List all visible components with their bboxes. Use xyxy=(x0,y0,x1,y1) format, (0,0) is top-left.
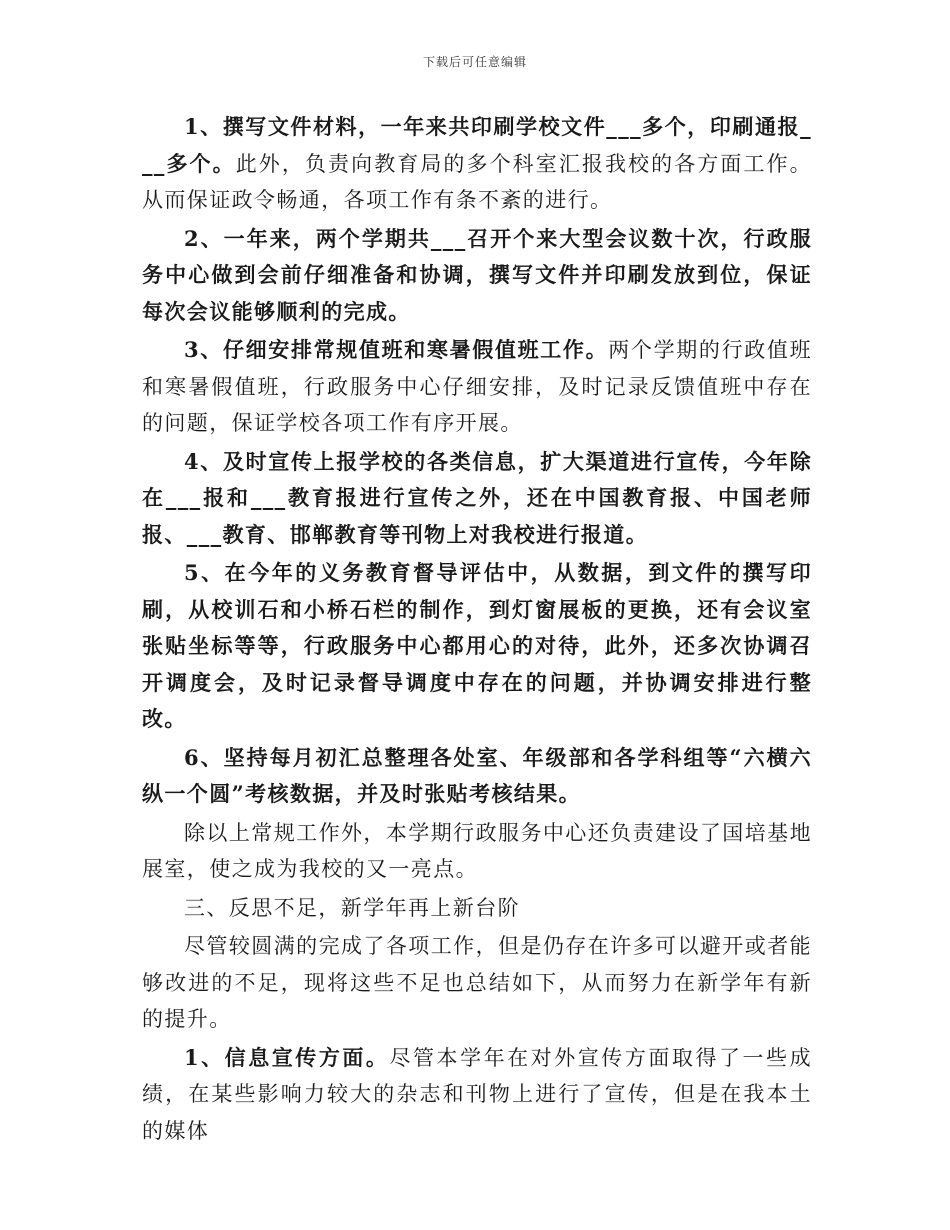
paragraph-4-bold: 4、及时宣传上报学校的各类信息，扩大渠道进行宣传，今年除在___报和___教育报进行宣传之外，还在中国教育报、中国老师报、___教育、邯郸教育等刊物上对我校进行报道。 xyxy=(142,448,812,547)
paragraph-3-bold: 3、仔细安排常规值班和寒暑假值班工作。 xyxy=(184,337,609,362)
paragraph-10-text: 尽管本学年在对外宣传方面取得了一些成绩，在某些影响力较大的杂志和刊物上进行了宣传，但是在我本土的媒体 xyxy=(142,1045,812,1143)
paragraph-5 xyxy=(142,555,812,738)
page-header: 下载后可任意编辑 xyxy=(422,55,527,69)
paragraph-1-bold: 1、撰写文件材料，一年来共印刷学校文件___多个，印刷通报___多个。 xyxy=(142,114,812,176)
paragraph-1-text: 此外，负责向教育局的多个科室汇报我校的各方面工作。从而保证政令畅通，各项工作有条不紊的进行。 xyxy=(142,151,813,212)
paragraph-6 xyxy=(142,740,812,813)
paragraph-5-bold: 5、在今年的义务教育督导评估中，从数据，到文件的撰写印刷，从校训石和小桥石栏的制作，到灯窗展板的更换，还有会议室张贴坐标等等，行政服务中心都用心的对待，此外，还多次协调召开调度会，及时记录督导调度中存在的问题，并协调安排进行整改。 xyxy=(142,560,812,731)
paragraph-6-bold: 6、坚持每月初汇总整理各处室、年级部和各学科组等“六横六纵一个圆”考核数据，并及时张贴考核结果。 xyxy=(142,744,812,806)
paragraph-7-text: 除以上常规工作外，本学期行政服务中心还负责建设了国培基地展室，使之成为我校的又一亮点。 xyxy=(142,820,812,881)
paragraph-9 xyxy=(142,928,812,1038)
paragraph-3 xyxy=(142,332,812,442)
paragraph-10-bold: 1、信息宣传方面。 xyxy=(184,1044,390,1070)
paragraph-3-text: 两个学期的行政值班和寒暑假值班，行政服务中心仔细安排，及时记录反馈值班中存在的问题，保证学校各项工作有序开展。 xyxy=(142,338,812,435)
paragraph-7 xyxy=(142,815,812,888)
paragraph-2 xyxy=(142,221,812,331)
paragraph-1 xyxy=(142,109,812,219)
document-body xyxy=(142,109,812,1151)
paragraph-9-text: 尽管较圆满的完成了各项工作，但是仍存在许多可以避开或者能够改进的不足，现将这些不足也总结如下，从而努力在新学年有新的提升。 xyxy=(142,934,812,1031)
paragraph-2-bold: 2、一年来，两个学期共___召开个来大型会议数十次，行政服务中心做到会前仔细准备和协调，撰写文件并印刷发放到位，保证每次会议能够顺利的完成。 xyxy=(142,225,812,324)
paragraph-4 xyxy=(142,444,812,554)
paragraph-10 xyxy=(142,1040,812,1150)
section-heading xyxy=(142,890,812,927)
section-heading-text: 三、反思不足，新学年再上新台阶 xyxy=(184,895,520,920)
